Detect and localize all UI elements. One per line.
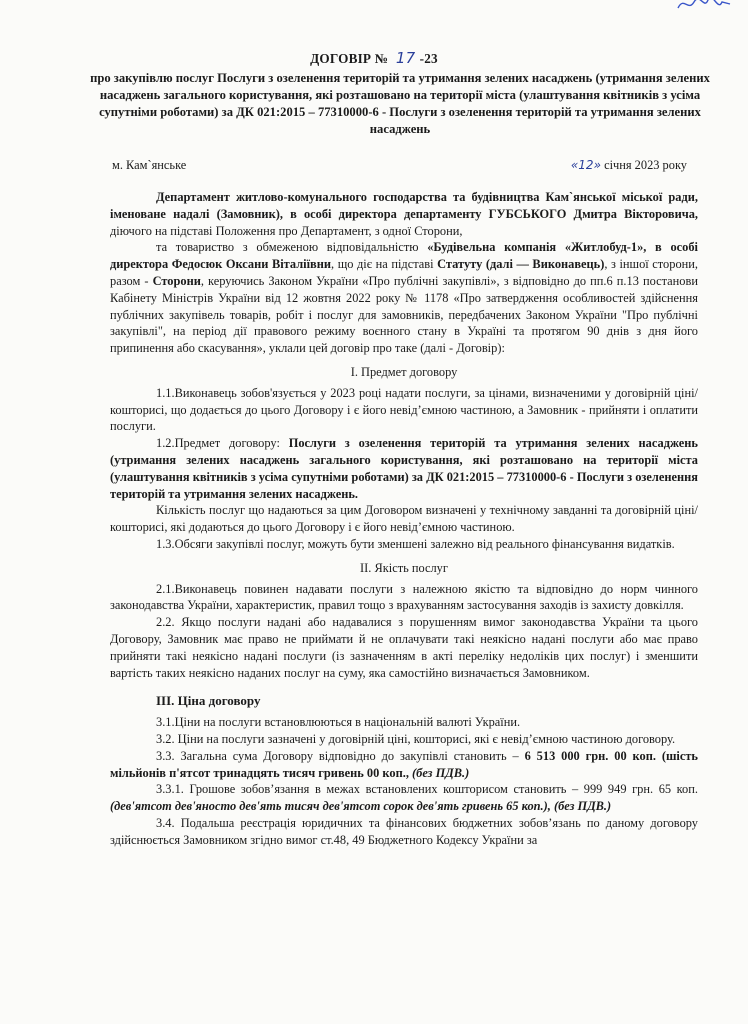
- clause-1-2-quantity: Кількість послуг що надаються за цим Договором визначені у технічному завданні та договірній ціні/кошторисі, які додаються до цього Договору і є його невід’ємною частиною.: [110, 503, 698, 535]
- contract-body: [110, 189, 698, 848]
- clause-text: 1.2.Предмет договору:: [156, 436, 289, 451]
- title-prefix: ДОГОВІР №: [310, 51, 389, 66]
- signature-mark-icon: [674, 0, 734, 16]
- contract-date: [571, 157, 687, 174]
- preamble-text: , керуючись Законом України «Про публічні закупівлі», з відповідно до пп.6 п.13 постанови Кабінету Міністрів України від 12 жовтня 2022 року № 1178 «Про затвердження особливостей здійснення публічних закупівель товарів, робіт і послуг для замовників, передбачених Законом України "Про публічні закупівлі", на період дії правового режиму воєнного стану в Україні та протягом 90 днів з дня його припинення або скасування», уклали цей договір про таке (далі - Договір):: [110, 273, 698, 356]
- title-number: 17: [395, 49, 416, 67]
- contractor-name: «Будівельна компанія «Житлобуд-1», в особі директора Федосюк Оксани Віталіївни: [110, 240, 698, 272]
- clause-1-1: 1.1.Виконавець зобов'язується у 2023 році надати послуги, за цінами, визначеними у договірній ціні/кошторисі, що додається до цього Договору і є його невід’ємною частиною, а Замовник - прийняти і оплатити послуги.: [110, 385, 698, 434]
- clause-3-3-1: [110, 781, 698, 815]
- preamble-paragraph-1: [110, 189, 698, 239]
- section-heading-3: ІІІ. Ціна договору: [156, 693, 261, 709]
- customer-name: Департамент житлово-комунального господарства та будівництва Кам`янської міської ради, іменоване надалі (Замовник), в особі директора департаменту ГУБСЬКОГО Дмитра Вікторовича,: [110, 190, 698, 221]
- title-suffix: -23: [419, 51, 438, 66]
- contractor-basis: Статуту (далі — Виконавець): [437, 257, 605, 272]
- clause-text: 3.3. Загальна сума Договору відповідно до закупівлі становить –: [156, 748, 525, 763]
- clause-1-3: 1.3.Обсяги закупівлі послуг, можуть бути зменшені залежно від реального фінансування видатків.: [156, 536, 675, 551]
- vat-note: (без ПДВ.): [408, 765, 470, 780]
- section-heading-2: ІІ. Якість послуг: [360, 560, 448, 575]
- contract-subtitle: про закупівлю послуг Послуги з озеленення територій та утримання зелених насаджень (утримання зелених насаджень загального користування, які розташовано на території міста (улаштування квітників з усіма супутніми роботами) за ДК 021:2015 – 77310000-6 - Послуги з озеленення територій та утримання зелених насаджень: [90, 71, 710, 136]
- preamble-text: , що діє на підставі: [331, 257, 438, 272]
- contract-total: 6 513 000 грн. 00 коп. (шість мільйонів п'ятсот тринадцять тисяч гривень 00 коп.,: [110, 748, 698, 780]
- subject-of-contract: Послуги з озеленення територій та утримання зелених насаджень (утримання зелених насаджень загального користування, які розташовано на території міста (улаштування квітників з усіма супутніми роботами) за ДК 021:2015 – 77310000-6 - Послуги з озеленення територій та утримання зелених насаджень.: [110, 436, 698, 501]
- preamble-text: та товариство з обмеженою відповідальністю: [156, 240, 428, 255]
- clause-3-4: 3.4. Подальша реєстрація юридичних та фінансових бюджетних зобов’язань по даному договору здійснюється Замовником згідно вимог ст.48, 49 Бюджетного Кодексу України за: [110, 815, 698, 847]
- contract-title: [0, 50, 748, 68]
- section-heading-1: І. Предмет договору: [350, 364, 458, 379]
- clause-3-1: 3.1.Ціни на послуги встановлюються в національній валюті України.: [156, 715, 521, 730]
- date-day: «12»: [570, 158, 601, 172]
- place-date-line: [112, 157, 687, 175]
- clause-3-2: 3.2. Ціни на послуги зазначені у договірній ціні, кошторисі, які є невід’ємною частиною договору.: [156, 731, 676, 746]
- clause-3-3: [110, 748, 698, 782]
- parties-term: Сторони: [152, 273, 201, 288]
- clause-1-2: [110, 435, 698, 502]
- preamble-text: діючого на підставі Положення про Департамент, з одної Сторони,: [110, 223, 463, 238]
- preamble-text: , з іншої сторони, разом -: [110, 257, 698, 288]
- clause-2-2: 2.2. Якщо послуги надані або надавалися з порушенням вимог законодавства України та цього Договору, Замовник має право не приймати й не оплачувати такі неякісно надані послуги або має право прийняти такі неякісно надані послуги (із зазначенням в акті переліку недоліків цих послуг) і зменшити вартість таких неякісно наданих послуг на суму, яка самостійно визначається Замовником.: [110, 615, 698, 680]
- city: м. Кам`янське: [112, 158, 187, 172]
- preamble-paragraph-2: [110, 239, 698, 357]
- date-rest: січня 2023 року: [600, 158, 687, 172]
- clause-text: 3.3.1. Грошове зобов’язання в межах встановлених кошторисом становить – 999 949 грн. 65 коп.: [156, 782, 698, 797]
- clause-2-1: 2.1.Виконавець повинен надавати послуги з належною якістю та відповідно до норм чинного законодавства України, характеристик, правил тощо з врахуванням застосування заходів із захисту довкілля.: [110, 581, 698, 613]
- obligation-amount-words: (дев'ятсот дев'яносто дев'ять тисяч дев'ятсот сорок дев'ять гривень 65 коп.), (без ПДВ.): [110, 799, 612, 814]
